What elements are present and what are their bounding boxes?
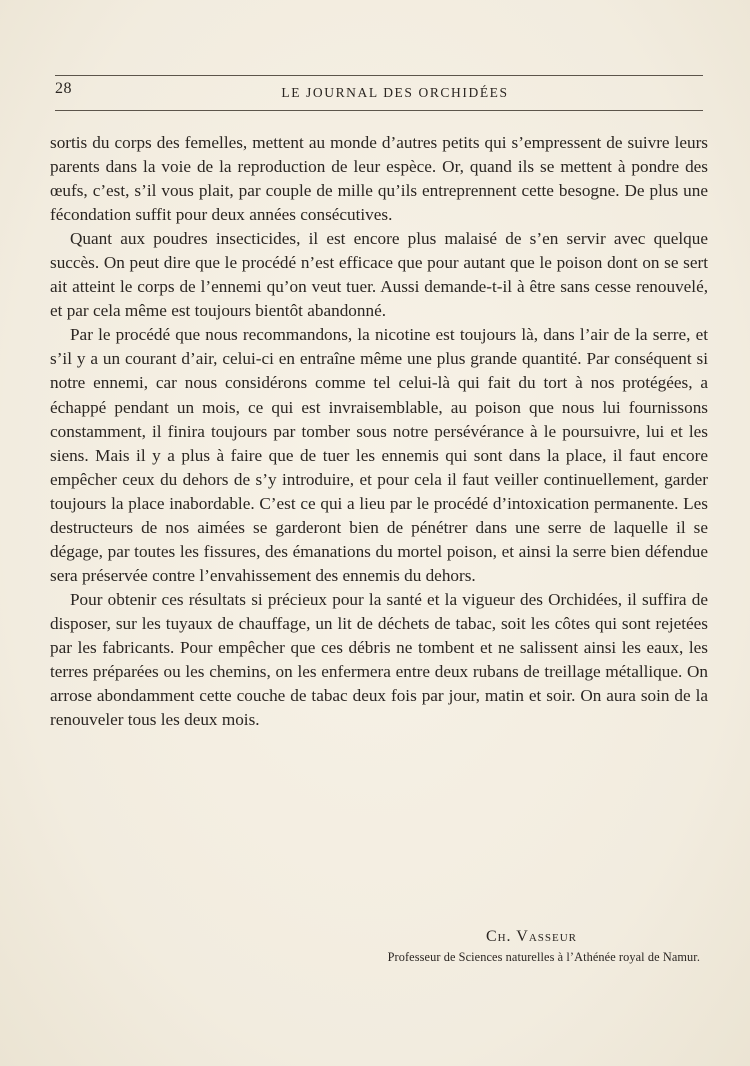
paragraph-3: Par le procédé que nous recommandons, la nicotine est toujours là, dans l’air de la serre, et s’il y a un courant d’air, celui-ci en entraîne même une plus grande quantité. Par conséquent si notre ennemi, car nous considérons comme tel celui-là qui fait du tort à nos protégées, a échappé pendant un mois, ce qui est invraisemblable, au poison que nous lui fournissons constamment, il finira toujours par tomber sous notre persévérance à le poursuivre, lui et les siens. Mais il y a plus à faire que de tuer les ennemis qui sont dans la place, il faut encore empêcher ceux du dehors de s’y introduire, et pour cela il faut veiller continuellement, garder toujours la place inabordable. C’est ce qui a lieu par le procédé d’intoxication permanente. Les destructeurs de nos aimées se garderont bien de pénétrer dans une serre de laquelle il se dégage, par toutes les fissures, des émanations du mortel poison, et ainsi la serre bien défendue sera préservée contre l’envahissement des ennemis du dehors. (50, 325, 708, 585)
paragraph-1: sortis du corps des femelles, mettent au monde d’autres petits qui s’empressent de suivre leurs parents dans la voie de la reproduction de leur espèce. Or, quand ils se mettent à pondre des œufs, c’est, s’il vous plait, par couple de mille qu’ils entreprennent cette besogne. De plus une fécondation suffit pour deux années consécutives. (50, 133, 708, 225)
page-number: 28 (55, 80, 72, 97)
article-body (50, 131, 708, 732)
author-signature (0, 928, 577, 946)
header-rule-bottom (55, 110, 703, 111)
running-title: LE JOURNAL DES ORCHIDÉES (281, 85, 509, 100)
paragraph-2: Quant aux poudres insecticides, il est encore plus malaisé de s’en servir avec quelque succès. On peut dire que le procédé n’est efficace que pour autant que le poison dont on se sert ait atteint le corps de l’ennemi qu’on veut tuer. Aussi demande-t-il à être sans cesse renouvelé, et par cela même est toujours bientôt abandonné. (50, 229, 708, 321)
author-name: Ch. Vasseur (485, 928, 577, 945)
paragraph-4: Pour obtenir ces résultats si précieux pour la santé et la vigueur des Orchidées, il suffira de disposer, sur les tuyaux de chauffage, un lit de déchets de tabac, soit les côtes qui sont rejetées par les fabricants. Pour empêcher que ces débris ne tombent et ne salissent ainsi les eaux, les terres préparées ou les chemins, on les enfermera entre deux rubans de treillage métallique. On arrose abondamment cette couche de tabac deux fois par jour, matin et soir. On aura soin de la renouveler tous les deux mois. (50, 589, 708, 730)
author-affiliation: Professeur de Sciences naturelles à l’Athénée royal de Namur. (387, 950, 700, 964)
header-rule-top (55, 75, 703, 76)
